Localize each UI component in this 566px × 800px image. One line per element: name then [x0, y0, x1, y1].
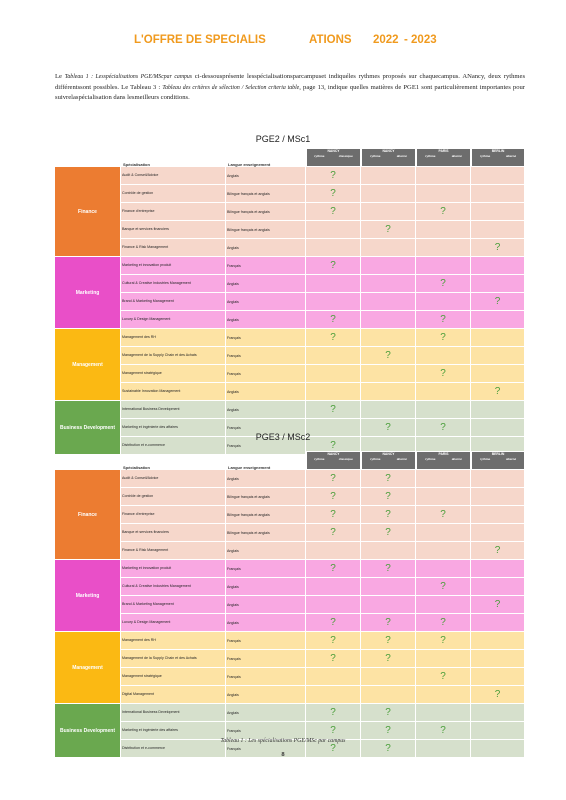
campus-availability-mark: ? [306, 311, 361, 329]
campus-name: BERLIN [491, 452, 505, 456]
specialisation-name: Brand & Marketing Management [121, 596, 226, 614]
table-row [55, 329, 525, 347]
rhythm-type: alterné [451, 154, 462, 158]
specialisation-name: Finance d'entreprise [121, 506, 226, 524]
rhythm-type: classique [338, 457, 353, 461]
table-row [55, 542, 525, 560]
campus-availability-mark [471, 401, 525, 419]
campus-availability-mark [471, 668, 525, 686]
campus-availability-mark [416, 257, 471, 275]
teaching-language: Français [226, 668, 306, 686]
teaching-language: Anglais [226, 311, 306, 329]
rhythm-label: rythme [479, 154, 491, 158]
campus-availability-mark [471, 311, 525, 329]
campus-availability-mark [471, 275, 525, 293]
specialisation-name: Banque et services financiers [121, 524, 226, 542]
specialisation-name: Finance & Risk Management [121, 542, 226, 560]
rhythm-type: alterné [396, 154, 407, 158]
table-row [55, 293, 525, 311]
campus-availability-mark [416, 542, 471, 560]
table-row [55, 578, 525, 596]
campus-availability-mark: ? [361, 704, 416, 722]
campus-availability-mark [306, 275, 361, 293]
category-cell: Finance [55, 470, 121, 560]
specialisation-name: Finance d'entreprise [121, 203, 226, 221]
teaching-language: Anglais [226, 293, 306, 311]
specialisation-name: International Business Development [121, 704, 226, 722]
campus-availability-mark [471, 221, 525, 239]
table-subtitle: PGE2 / MSc1 [255, 134, 311, 144]
campus-availability-mark [361, 275, 416, 293]
document-title [0, 34, 566, 50]
campus-availability-mark: ? [361, 722, 416, 740]
campus-availability-mark [361, 383, 416, 401]
campus-availability-mark [306, 542, 361, 560]
campus-availability-mark [306, 668, 361, 686]
table-row [55, 488, 525, 506]
campus-availability-mark [416, 167, 471, 185]
specialisation-name: Contrôle de gestion [121, 185, 226, 203]
table-row [55, 347, 525, 365]
specialisation-name: Marketing et innovation produit [121, 560, 226, 578]
campus-availability-mark [361, 293, 416, 311]
table-row [55, 365, 525, 383]
category-cell: Management [55, 329, 121, 401]
campus-availability-mark [306, 596, 361, 614]
teaching-language: Anglais [226, 686, 306, 704]
campus-availability-mark: ? [416, 365, 471, 383]
rhythm-label: rythme [314, 154, 325, 158]
campus-availability-mark: ? [471, 686, 525, 704]
campus-availability-mark [471, 203, 525, 221]
campus-availability-mark: ? [361, 221, 416, 239]
table-row [55, 470, 525, 488]
teaching-language: Anglais [226, 401, 306, 419]
campus-availability-mark: ? [361, 419, 416, 437]
campus-availability-mark: ? [361, 650, 416, 668]
teaching-language: Anglais [226, 578, 306, 596]
rhythm-label: rythme [370, 154, 381, 158]
specialisation-name: Sustainable Innovation Management [121, 383, 226, 401]
teaching-language: Bilingue français et anglais [226, 488, 306, 506]
teaching-language: Bilingue français et anglais [226, 185, 306, 203]
campus-availability-mark: ? [306, 437, 361, 455]
campus-availability-mark: ? [471, 239, 525, 257]
specialisation-name: Management de la Supply Chain et des Achats [121, 650, 226, 668]
page-number: 8 [281, 751, 285, 758]
campus-name: PARIS [438, 149, 449, 153]
specialisation-name: Distribution et e-commerce [121, 740, 226, 758]
table-row [55, 524, 525, 542]
category-cell: Management [55, 632, 121, 704]
campus-header [306, 148, 361, 167]
campus-availability-mark: ? [306, 704, 361, 722]
header-blank [55, 148, 121, 167]
teaching-language: Anglais [226, 239, 306, 257]
teaching-language: Français [226, 365, 306, 383]
campus-availability-mark: ? [416, 311, 471, 329]
campus-availability-mark [306, 365, 361, 383]
campus-header [361, 451, 416, 470]
teaching-language: Anglais [226, 383, 306, 401]
specialisation-name: Finance & Risk Management [121, 239, 226, 257]
campus-availability-mark [471, 632, 525, 650]
campus-availability-mark [471, 167, 525, 185]
campus-availability-mark [471, 506, 525, 524]
table-row [55, 614, 525, 632]
teaching-language: Français [226, 329, 306, 347]
specialisation-name: Luxury & Design Management [121, 311, 226, 329]
campus-rhythm [362, 457, 415, 462]
campus-availability-mark: ? [361, 488, 416, 506]
table-row [55, 704, 525, 722]
table-row [55, 632, 525, 650]
rhythm-type: alterné [396, 457, 407, 461]
specialisation-header: Spécialisation [123, 162, 150, 167]
campus-availability-mark [471, 650, 525, 668]
intro-paragraph [55, 72, 525, 104]
campus-header [416, 148, 471, 167]
teaching-language: Anglais [226, 167, 306, 185]
category-cell: Marketing [55, 560, 121, 632]
specialisation-name: Distribution et e-commerce [121, 437, 226, 455]
campus-availability-mark [416, 401, 471, 419]
campus-availability-mark: ? [471, 383, 525, 401]
title-year: - 2023 [404, 34, 437, 46]
campus-header [361, 148, 416, 167]
campus-availability-mark: ? [471, 293, 525, 311]
teaching-language: Anglais [226, 596, 306, 614]
campus-availability-mark [471, 560, 525, 578]
campus-availability-mark: ? [306, 329, 361, 347]
specialization-table [55, 148, 525, 455]
campus-availability-mark: ? [306, 506, 361, 524]
campus-availability-mark [361, 401, 416, 419]
title-part: ATIONS [309, 34, 352, 46]
teaching-language: Anglais [226, 275, 306, 293]
campus-availability-mark [361, 311, 416, 329]
campus-availability-mark [416, 650, 471, 668]
campus-rhythm [472, 154, 524, 159]
specialisation-name: Digital Management [121, 686, 226, 704]
specialisation-name: Contrôle de gestion [121, 488, 226, 506]
campus-availability-mark [471, 329, 525, 347]
language-header: Langue enseignement [228, 465, 271, 470]
teaching-language: Bilingue français et anglais [226, 221, 306, 239]
campus-availability-mark [306, 347, 361, 365]
campus-availability-mark [471, 470, 525, 488]
campus-name: NANCY [327, 149, 340, 153]
campus-availability-mark: ? [416, 275, 471, 293]
table-reference: Tableau des critères de sélection / Selection criteria table [162, 84, 300, 91]
campus-header [471, 451, 525, 470]
teaching-language: Français [226, 650, 306, 668]
campus-name: NANCY [382, 149, 395, 153]
campus-header [416, 451, 471, 470]
campus-availability-mark [416, 347, 471, 365]
campus-availability-mark [416, 596, 471, 614]
campus-availability-mark [416, 704, 471, 722]
campus-availability-mark [471, 185, 525, 203]
table-row [55, 185, 525, 203]
table-row [55, 257, 525, 275]
rhythm-label: rythme [370, 457, 381, 461]
specialisation-name: Banque et services financiers [121, 221, 226, 239]
table-row [55, 239, 525, 257]
campus-header [471, 148, 525, 167]
campus-availability-mark [361, 257, 416, 275]
campus-availability-mark [416, 488, 471, 506]
campus-availability-mark [361, 185, 416, 203]
teaching-language: Français [226, 257, 306, 275]
campus-availability-mark [471, 365, 525, 383]
teaching-language: Bilingue français et anglais [226, 524, 306, 542]
campus-availability-mark: ? [361, 506, 416, 524]
campus-availability-mark [361, 239, 416, 257]
campus-availability-mark: ? [416, 614, 471, 632]
table-row [55, 560, 525, 578]
campus-availability-mark: ? [306, 203, 361, 221]
campus-availability-mark [416, 560, 471, 578]
campus-availability-mark [416, 239, 471, 257]
campus-availability-mark [471, 257, 525, 275]
teaching-language: Français [226, 560, 306, 578]
campus-availability-mark [361, 167, 416, 185]
campus-availability-mark [361, 686, 416, 704]
campus-rhythm [472, 457, 524, 462]
table-row [55, 650, 525, 668]
specialization-table [55, 451, 525, 758]
table-caption: Tableau 1 : Les spécialisations PGE/MSc par campus [220, 738, 346, 744]
campus-availability-mark [471, 488, 525, 506]
table-row [55, 311, 525, 329]
specialisation-name: Luxury & Design Management [121, 614, 226, 632]
campus-availability-mark [471, 578, 525, 596]
category-cell: Business Development [55, 704, 121, 758]
campus-availability-mark: ? [361, 632, 416, 650]
campus-rhythm [417, 154, 470, 159]
specialisation-name: International Business Development [121, 401, 226, 419]
campus-availability-mark: ? [306, 488, 361, 506]
specialisation-header: Spécialisation [123, 465, 150, 470]
campus-availability-mark [306, 383, 361, 401]
title-part: L'OFFRE DE SPECIALIS [134, 34, 266, 46]
campus-rhythm [307, 154, 360, 159]
specialisation-name: Management des RH [121, 329, 226, 347]
campus-availability-mark: ? [416, 329, 471, 347]
intro-text: ci-dessousprésente lesspécialisationsparcampuset indiquéles rythmes proposés sur chaquecampus. ANancy, deux rythmes différentssont possibles. Le Tableau 3 : [55, 73, 526, 91]
specialisation-name: Marketing et ingénierie des affaires [121, 419, 226, 437]
teaching-language: Anglais [226, 470, 306, 488]
campus-availability-mark: ? [361, 347, 416, 365]
rhythm-label: rythme [425, 457, 436, 461]
teaching-language: Anglais [226, 542, 306, 560]
rhythm-type: classique [338, 154, 353, 158]
campus-availability-mark [361, 668, 416, 686]
table-row [55, 203, 525, 221]
campus-availability-mark: ? [361, 614, 416, 632]
language-header: Langue enseignement [228, 162, 271, 167]
rhythm-label: rythme [314, 457, 325, 461]
campus-availability-mark [361, 329, 416, 347]
campus-availability-mark: ? [416, 506, 471, 524]
campus-availability-mark [306, 293, 361, 311]
campus-availability-mark: ? [416, 203, 471, 221]
campus-availability-mark: ? [416, 419, 471, 437]
table-subtitle: PGE3 / MSc2 [255, 432, 311, 442]
teaching-language: Français [226, 632, 306, 650]
campus-availability-mark: ? [361, 470, 416, 488]
campus-availability-mark [361, 542, 416, 560]
teaching-language: Français [226, 722, 306, 740]
campus-availability-mark: ? [306, 722, 361, 740]
campus-availability-mark [471, 614, 525, 632]
campus-availability-mark: ? [416, 668, 471, 686]
campus-name: NANCY [382, 452, 395, 456]
campus-availability-mark: ? [306, 470, 361, 488]
campus-availability-mark [361, 203, 416, 221]
campus-availability-mark [471, 347, 525, 365]
category-cell: Business Development [55, 401, 121, 455]
campus-availability-mark [416, 470, 471, 488]
rhythm-type: alterné [505, 154, 517, 158]
teaching-language: Bilingue français et anglais [226, 203, 306, 221]
specialisation-name: Cultural & Creative Industries Management [121, 275, 226, 293]
category-cell: Marketing [55, 257, 121, 329]
campus-availability-mark: ? [306, 614, 361, 632]
campus-availability-mark [361, 365, 416, 383]
campus-availability-mark [416, 221, 471, 239]
specialisation-name: Marketing et ingénierie des affaires [121, 722, 226, 740]
campus-availability-mark: ? [306, 401, 361, 419]
table-row [55, 596, 525, 614]
table-row [55, 275, 525, 293]
campus-availability-mark [361, 578, 416, 596]
teaching-language: Français [226, 347, 306, 365]
campus-availability-mark: ? [361, 560, 416, 578]
teaching-language: Anglais [226, 614, 306, 632]
campus-availability-mark [416, 185, 471, 203]
intro-text: , page 13, indique quelles matières de PGE1 sont particulièrement importantes pour suivrelaspécialisation dans lesmeilleurs conditions. [55, 83, 525, 101]
campus-availability-mark: ? [306, 632, 361, 650]
table-row [55, 506, 525, 524]
specialisation-name: Audit & Conseil/Advice [121, 167, 226, 185]
specialisation-name: Brand & Marketing Management [121, 293, 226, 311]
specialisation-name: Management stratégique [121, 365, 226, 383]
campus-availability-mark [416, 383, 471, 401]
campus-availability-mark: ? [306, 650, 361, 668]
intro-text: Le [55, 73, 62, 80]
campus-availability-mark: ? [471, 542, 525, 560]
campus-availability-mark: ? [306, 560, 361, 578]
teaching-language: Français [226, 740, 306, 758]
table-row [55, 686, 525, 704]
campus-availability-mark: ? [306, 740, 361, 758]
specialisation-name: Audit & Conseil/Advice [121, 470, 226, 488]
campus-availability-mark: ? [416, 722, 471, 740]
campus-name: BERLIN [491, 149, 505, 153]
table-row [55, 221, 525, 239]
campus-availability-mark: ? [361, 524, 416, 542]
campus-availability-mark [306, 221, 361, 239]
campus-availability-mark [471, 704, 525, 722]
campus-availability-mark [416, 293, 471, 311]
specialisation-name: Marketing et innovation produit [121, 257, 226, 275]
title-year: 2022 [373, 34, 399, 46]
campus-availability-mark: ? [361, 740, 416, 758]
teaching-language: Français [226, 437, 306, 455]
campus-availability-mark: ? [306, 185, 361, 203]
campus-availability-mark: ? [306, 257, 361, 275]
teaching-language: Bilingue français et anglais [226, 506, 306, 524]
campus-availability-mark: ? [306, 524, 361, 542]
header-blank [55, 451, 121, 470]
teaching-language: Français [226, 419, 306, 437]
specialisation-name: Management stratégique [121, 668, 226, 686]
campus-availability-mark: ? [306, 167, 361, 185]
campus-availability-mark [306, 239, 361, 257]
campus-name: NANCY [327, 452, 340, 456]
campus-availability-mark [416, 686, 471, 704]
campus-availability-mark [361, 596, 416, 614]
teaching-language: Anglais [226, 704, 306, 722]
specialisation-name: Cultural & Creative Industries Management [121, 578, 226, 596]
category-cell: Finance [55, 167, 121, 257]
table-row [55, 383, 525, 401]
campus-rhythm [417, 457, 470, 462]
rhythm-type: alterné [505, 457, 517, 461]
campus-name: PARIS [438, 452, 449, 456]
campus-availability-mark: ? [416, 578, 471, 596]
campus-rhythm [362, 154, 415, 159]
campus-availability-mark [306, 578, 361, 596]
rhythm-label: rythme [425, 154, 436, 158]
campus-availability-mark [306, 686, 361, 704]
table-row [55, 167, 525, 185]
campus-availability-mark [471, 524, 525, 542]
specialisation-name: Management des RH [121, 632, 226, 650]
specialisation-name: Management de la Supply Chain et des Achats [121, 347, 226, 365]
rhythm-label: rythme [479, 457, 491, 461]
table-row [55, 668, 525, 686]
campus-availability-mark: ? [416, 632, 471, 650]
table-reference: Tableau 1 : Lesspécialisations PGE/MScpar campus [64, 74, 193, 80]
table-row [55, 401, 525, 419]
campus-header [306, 451, 361, 470]
campus-availability-mark: ? [471, 596, 525, 614]
campus-availability-mark [416, 524, 471, 542]
campus-rhythm [307, 457, 360, 462]
rhythm-type: alterné [451, 457, 462, 461]
